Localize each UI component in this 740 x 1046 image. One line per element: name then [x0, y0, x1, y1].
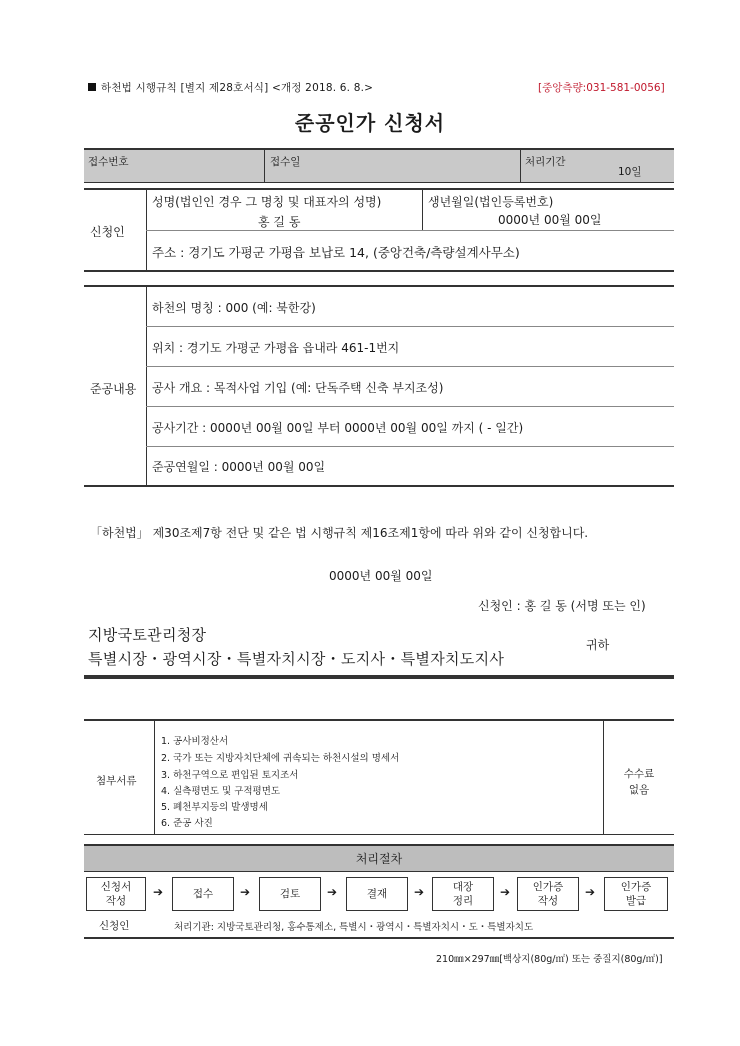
construction-location: 위치 : 경기도 가평군 가평읍 읍내라 461-1번지	[152, 341, 400, 355]
step-register: 대장 정리	[432, 877, 494, 911]
page-title: 준공인가 신청서	[294, 111, 446, 135]
procedure-title: 처리절차	[355, 852, 403, 866]
applicant-signature: 신청인 : 홍 길 동 (서명 또는 인)	[478, 599, 646, 613]
river-name: 하천의 명칭 : 000 (예: 북한강)	[152, 301, 316, 315]
attachment-item: 6. 준공 사진	[161, 818, 213, 829]
processing-period-value: 10일	[618, 166, 642, 178]
fee-value: 없음	[628, 784, 650, 796]
step-approval: 결재	[346, 877, 408, 911]
addressee-primary: 지방국토관리청장	[88, 626, 207, 644]
attachment-item: 3. 하천구역으로 편입된 토지조서	[161, 770, 299, 781]
honorific: 귀하	[586, 638, 610, 652]
arrow-right-icon: ➔	[500, 885, 511, 899]
receipt-date-label: 접수일	[270, 156, 301, 168]
step-certificate-issue: 인가증 발급	[604, 877, 668, 911]
application-statement: 「하천법」 제30조제7항 전단 및 같은 법 시행규칙 제16조제1항에 따라 위와 같이 신청합니다.	[90, 526, 589, 540]
completion-date: 준공연월일 : 0000년 00월 00일	[152, 460, 326, 474]
receipt-bar	[84, 150, 674, 182]
processing-period-label: 처리기간	[525, 156, 566, 168]
applicant-name-value: 홍 길 동	[258, 215, 301, 229]
arrow-right-icon: ➔	[240, 885, 251, 899]
arrow-right-icon: ➔	[153, 885, 164, 899]
applicant-name-label: 성명(법인인 경우 그 명칭 및 대표자의 성명)	[152, 195, 382, 209]
receipt-number-label: 접수번호	[88, 156, 129, 168]
arrow-right-icon: ➔	[585, 885, 596, 899]
survey-office-stamp: [중앙측량:031-581-0056]	[538, 82, 665, 94]
construction-overview: 공사 개요 : 목적사업 기입 (예: 단독주택 신축 부지조성)	[152, 381, 444, 395]
attachment-item: 4. 실측평면도 및 구적평면도	[161, 786, 281, 797]
arrow-right-icon: ➔	[327, 885, 338, 899]
square-bullet-icon	[88, 83, 96, 91]
arrow-right-icon: ➔	[414, 885, 425, 899]
form-reference: 하천법 시행규칙 [별지 제28호서식] <개정 2018. 6. 8.>	[88, 80, 373, 95]
step-certificate-prep: 인가증 작성	[517, 877, 579, 911]
fee-label: 수수료	[623, 768, 655, 780]
attachments-label: 첨부서류	[96, 775, 137, 787]
procedure-applicant-label: 신청인	[99, 920, 130, 932]
construction-period: 공사기간 : 0000년 00월 00일 부터 0000년 00월 00일 까지 ( - 일간)	[152, 421, 524, 435]
step-application: 신청서 작성	[86, 877, 146, 911]
attachment-item: 2. 국가 또는 지방자치단체에 귀속되는 하천시설의 명세서	[161, 753, 400, 764]
addressee-secondary: 특별시장・광역시장・특별자치시장・도지사・특별자치도지사	[88, 650, 505, 668]
applicant-birth-value: 0000년 00월 00일	[498, 213, 602, 227]
completion-section-label: 준공내용	[90, 382, 137, 396]
applicant-address: 주소 : 경기도 가평군 가평읍 보납로 14, (중앙건축/측량설계사무소)	[152, 245, 520, 260]
attachment-item: 5. 폐천부지등의 발생명세	[161, 802, 268, 813]
procedure-agency-note: 처리기관: 지방국토관리청, 홍수통제소, 특별시・광역시・특별자치시・도・특별자치도	[174, 922, 534, 933]
paper-spec: 210㎜×297㎜[백상지(80g/㎡) 또는 중질지(80g/㎡)]	[436, 954, 663, 965]
attachment-item: 1. 공사비정산서	[161, 736, 229, 747]
step-receipt: 접수	[172, 877, 234, 911]
applicant-birth-label: 생년월일(법인등록번호)	[428, 195, 554, 209]
step-review: 검토	[259, 877, 321, 911]
application-date: 0000년 00월 00일	[329, 569, 433, 583]
applicant-section-label: 신청인	[90, 225, 125, 239]
